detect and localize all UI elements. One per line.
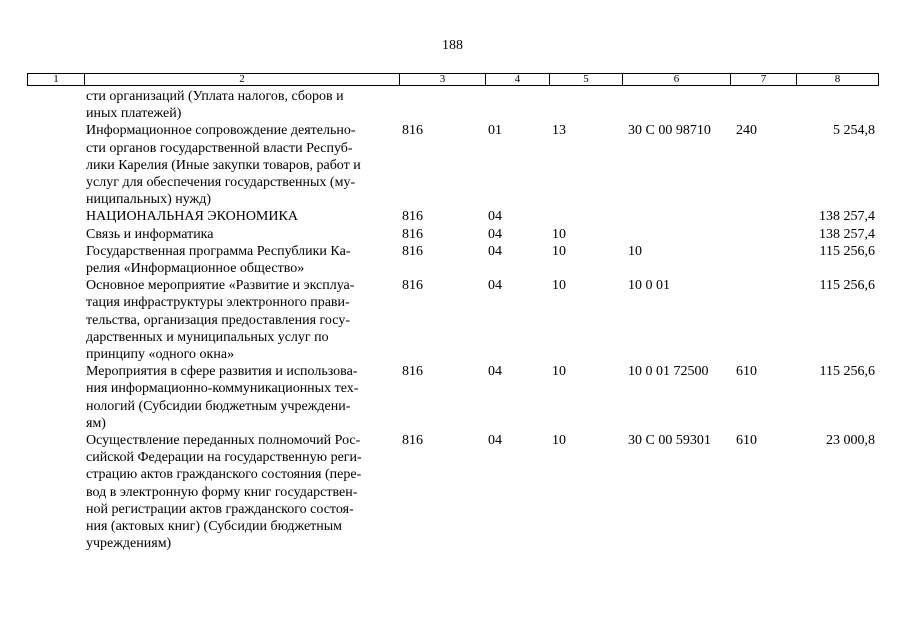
target-article-code: 30 С 00 59301 — [628, 433, 711, 449]
subsection-code: 10 — [552, 364, 566, 380]
header-col-3: 3 — [400, 74, 486, 85]
description-line: ния (актовых книг) (Субсидии бюджетным — [86, 519, 343, 535]
row-description — [84, 277, 399, 363]
expense-type-code — [730, 208, 796, 225]
row-description — [84, 363, 399, 432]
description-line: НАЦИОНАЛЬНАЯ ЭКОНОМИКА — [86, 209, 298, 225]
amount: 5 254,8 — [833, 123, 875, 139]
subsection-code: 10 — [552, 243, 566, 259]
section-code: 01 — [488, 123, 502, 139]
target-article-code: 30 С 00 98710 — [628, 123, 711, 139]
section-code: 04 — [488, 278, 502, 294]
ministry-code: 816 — [402, 123, 423, 139]
ministry-code — [399, 88, 485, 122]
header-col-2: 2 — [85, 74, 400, 85]
row-index-cell — [27, 363, 84, 432]
header-col-4: 4 — [486, 74, 550, 85]
table-row — [27, 226, 879, 243]
row-description — [84, 432, 399, 552]
header-col-7: 7 — [731, 74, 797, 85]
row-description — [84, 122, 399, 208]
description-line: ния информационно-коммуникационных тех- — [86, 381, 359, 397]
target-article-code — [622, 208, 730, 225]
description-line: Информационное сопровождение деятельно- — [86, 123, 356, 139]
table-row — [27, 122, 879, 208]
row-description — [84, 226, 399, 243]
ministry-code: 816 — [402, 278, 423, 294]
amount: 115 256,6 — [819, 243, 875, 259]
header-col-5: 5 — [550, 74, 623, 85]
table-row — [27, 277, 879, 363]
section-code: 04 — [488, 226, 502, 242]
subsection-code: 13 — [552, 123, 566, 139]
row-index-cell — [27, 122, 84, 208]
header-col-8: 8 — [834, 73, 841, 85]
description-line: ниципальных) нужд) — [86, 192, 211, 208]
table-row — [27, 243, 879, 277]
ministry-code: 816 — [402, 433, 423, 449]
page-number: 188 — [442, 38, 463, 53]
table-row — [27, 88, 879, 122]
row-description — [84, 208, 399, 225]
amount — [796, 88, 879, 122]
description-line: Связь и информатика — [86, 226, 214, 242]
target-article-code: 10 — [628, 243, 642, 259]
amount: 115 256,6 — [819, 278, 875, 294]
expense-type-code — [730, 88, 796, 122]
description-line: иных платежей) — [86, 106, 182, 122]
subsection-code: 10 — [552, 433, 566, 449]
expense-type-code: 610 — [736, 433, 757, 449]
description-line: ной регистрации актов гражданского состоя- — [86, 501, 354, 517]
description-line: вод в электронную форму книг государствен- — [86, 484, 358, 500]
description-line: страцию актов гражданского состояния (пере- — [86, 467, 362, 483]
target-article-code: 10 0 01 72500 — [628, 364, 709, 380]
ministry-code: 816 — [402, 364, 423, 380]
description-line: Осуществление переданных полномочий Рос- — [86, 433, 361, 449]
table-body — [27, 88, 879, 552]
row-index-cell — [27, 432, 84, 552]
table-row — [27, 208, 879, 225]
subsection-code — [549, 208, 622, 225]
header-col-1: 1 — [28, 74, 85, 85]
expense-type-code: 240 — [736, 123, 757, 139]
target-article-code — [622, 226, 730, 243]
table-header — [27, 73, 879, 86]
section-code: 04 — [488, 243, 502, 259]
expense-type-code: 610 — [736, 364, 757, 380]
description-line: Основное мероприятие «Развитие и эксплуа- — [86, 278, 355, 294]
amount: 138 257,4 — [819, 209, 875, 225]
row-index-cell — [27, 226, 84, 243]
amount: 138 257,4 — [819, 226, 875, 242]
ministry-code: 816 — [402, 243, 423, 259]
expense-type-code — [730, 243, 796, 277]
header-col-6: 6 — [623, 74, 731, 85]
row-description — [84, 243, 399, 277]
expense-type-code — [730, 277, 796, 363]
target-article-code: 10 0 01 — [628, 278, 670, 294]
description-line: нологий (Субсидии бюджетным учреждени- — [86, 398, 351, 414]
row-index-cell — [27, 208, 84, 225]
description-line: ям) — [86, 415, 106, 431]
row-description — [84, 88, 399, 122]
description-line: тация инфраструктуры электронного прави- — [86, 295, 350, 311]
description-line: дарственных и муниципальных услуг по — [86, 329, 329, 345]
description-line: Государственная программа Республики Ка- — [86, 243, 351, 259]
description-line: принципу «одного окна» — [86, 347, 235, 363]
expense-type-code — [730, 226, 796, 243]
description-line: учреждениям) — [86, 536, 172, 552]
row-index-cell — [27, 243, 84, 277]
ministry-code: 816 — [402, 209, 423, 225]
table-row — [27, 432, 879, 552]
row-index-cell — [27, 277, 84, 363]
section-code: 04 — [488, 209, 502, 225]
table-row — [27, 363, 879, 432]
section-code: 04 — [488, 433, 502, 449]
description-line: Мероприятия в сфере развития и использова- — [86, 364, 358, 380]
subsection-code: 10 — [552, 278, 566, 294]
description-line: сти органов государственной власти Респуб- — [86, 140, 353, 156]
description-line: сийской Федерации на государственную реги- — [86, 450, 362, 466]
row-index-cell — [27, 88, 84, 122]
section-code — [485, 88, 549, 122]
description-line: тельства, организация предоставления госу- — [86, 312, 350, 328]
subsection-code — [549, 88, 622, 122]
section-code: 04 — [488, 364, 502, 380]
ministry-code: 816 — [402, 226, 423, 242]
description-line: лики Карелия (Иные закупки товаров, работ и — [86, 157, 361, 173]
amount: 23 000,8 — [826, 433, 875, 449]
subsection-code: 10 — [552, 226, 566, 242]
amount: 115 256,6 — [819, 364, 875, 380]
description-line: услуг для обеспечения государственных (му- — [86, 175, 356, 191]
description-line: релия «Информационное общество» — [86, 261, 305, 277]
description-line: сти организаций (Уплата налогов, сборов и — [86, 89, 344, 104]
target-article-code — [622, 88, 730, 122]
